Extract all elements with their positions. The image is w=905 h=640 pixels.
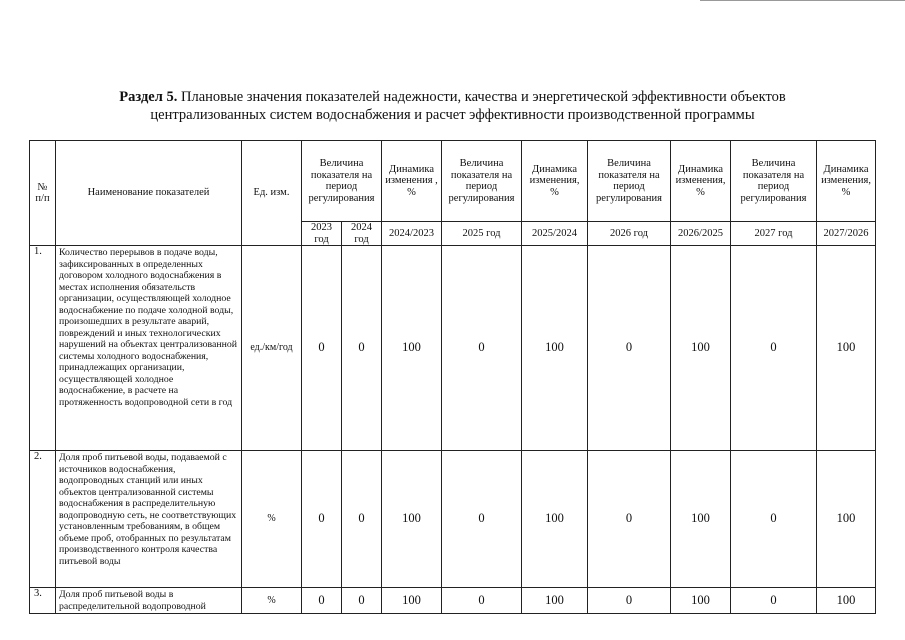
dynamics-2026: 100 <box>671 588 731 614</box>
subheader-2024: 2024 год <box>342 222 382 246</box>
value-2026: 0 <box>588 246 671 451</box>
dynamics-2024: 100 <box>382 588 442 614</box>
subheader-2025-2024: 2025/2024 <box>522 222 588 246</box>
subheader-2027-2026: 2027/2026 <box>817 222 876 246</box>
subheader-2023: 2023 год <box>302 222 342 246</box>
value-2026: 0 <box>588 451 671 588</box>
header-dynamics-2026: Динамика изменения, % <box>671 141 731 222</box>
dynamics-2024: 100 <box>382 246 442 451</box>
header-value-2027: Величина показателя на период регулирования <box>731 141 817 222</box>
header-value-2025: Величина показателя на период регулирования <box>442 141 522 222</box>
subheader-2026-2025: 2026/2025 <box>671 222 731 246</box>
subheader-2027: 2027 год <box>731 222 817 246</box>
indicator-name: Доля проб питьевой воды, подаваемой с источников водоснабжения, водопроводных станций или иных объектов централизованной системы водоснабжения в распределительную водопроводную сеть, не соответствующих установленным требованиям, в общем объеме проб, отобранных по результатам производственного контроля качества питьевой воды <box>56 451 242 588</box>
value-2027: 0 <box>731 451 817 588</box>
dynamics-2025: 100 <box>522 246 588 451</box>
section-title <box>0 88 905 124</box>
indicators-table <box>29 140 876 614</box>
table-row <box>30 246 876 451</box>
dynamics-2027: 100 <box>817 451 876 588</box>
value-2023: 0 <box>302 246 342 451</box>
value-2024: 0 <box>342 451 382 588</box>
dynamics-2026: 100 <box>671 246 731 451</box>
value-2024: 0 <box>342 588 382 614</box>
value-2023: 0 <box>302 588 342 614</box>
header-value-2026: Величина показателя на период регулирования <box>588 141 671 222</box>
value-2025: 0 <box>442 451 522 588</box>
row-number: 1. <box>30 246 56 451</box>
subheader-2025: 2025 год <box>442 222 522 246</box>
page-top-rule <box>700 0 905 1</box>
header-name: Наименование показателей <box>56 141 242 246</box>
value-2026: 0 <box>588 588 671 614</box>
row-number: 2. <box>30 451 56 588</box>
header-num: № п/п <box>30 141 56 246</box>
indicator-unit: % <box>242 451 302 588</box>
table-row <box>30 588 876 614</box>
table-row <box>30 451 876 588</box>
dynamics-2025: 100 <box>522 588 588 614</box>
header-dynamics-2024: Динамика изменения , % <box>382 141 442 222</box>
value-2024: 0 <box>342 246 382 451</box>
value-2025: 0 <box>442 588 522 614</box>
value-2025: 0 <box>442 246 522 451</box>
dynamics-2027: 100 <box>817 246 876 451</box>
subheader-2026: 2026 год <box>588 222 671 246</box>
header-unit: Ед. изм. <box>242 141 302 246</box>
indicator-unit: % <box>242 588 302 614</box>
value-2023: 0 <box>302 451 342 588</box>
title-line-1: Плановые значения показателей надежности, качества и энергетической эффективности объектов <box>177 89 786 105</box>
value-2027: 0 <box>731 246 817 451</box>
dynamics-2026: 100 <box>671 451 731 588</box>
indicator-unit: ед./км/год <box>242 246 302 451</box>
indicator-name: Доля проб питьевой воды в распределительной водопроводной <box>56 588 242 614</box>
dynamics-2027: 100 <box>817 588 876 614</box>
header-dynamics-2027: Динамика изменения, % <box>817 141 876 222</box>
value-2027: 0 <box>731 588 817 614</box>
header-value-2023-2024: Величина показателя на период регулирования <box>302 141 382 222</box>
title-line-2: централизованных систем водоснабжения и расчет эффективности производственной программы <box>150 107 755 123</box>
section-number: Раздел 5. <box>119 89 178 105</box>
row-number: 3. <box>30 588 56 614</box>
subheader-2024-2023: 2024/2023 <box>382 222 442 246</box>
indicator-name: Количество перерывов в подаче воды, зафиксированных в определенных договором холодного водоснабжения в местах исполнения обязательств организации, осуществляющей холодное водоснабжение по подаче холодной воды, произошедших в результате аварий, повреждений и иных технологических нарушений на объектах централизованной системы холодного водоснабжения, принадлежащих организации, осуществляющей холодное водоснабжение, в расчете на протяженность водопроводной сети в год <box>56 246 242 451</box>
dynamics-2024: 100 <box>382 451 442 588</box>
table-header-row <box>30 141 876 222</box>
dynamics-2025: 100 <box>522 451 588 588</box>
header-dynamics-2025: Динамика изменения, % <box>522 141 588 222</box>
